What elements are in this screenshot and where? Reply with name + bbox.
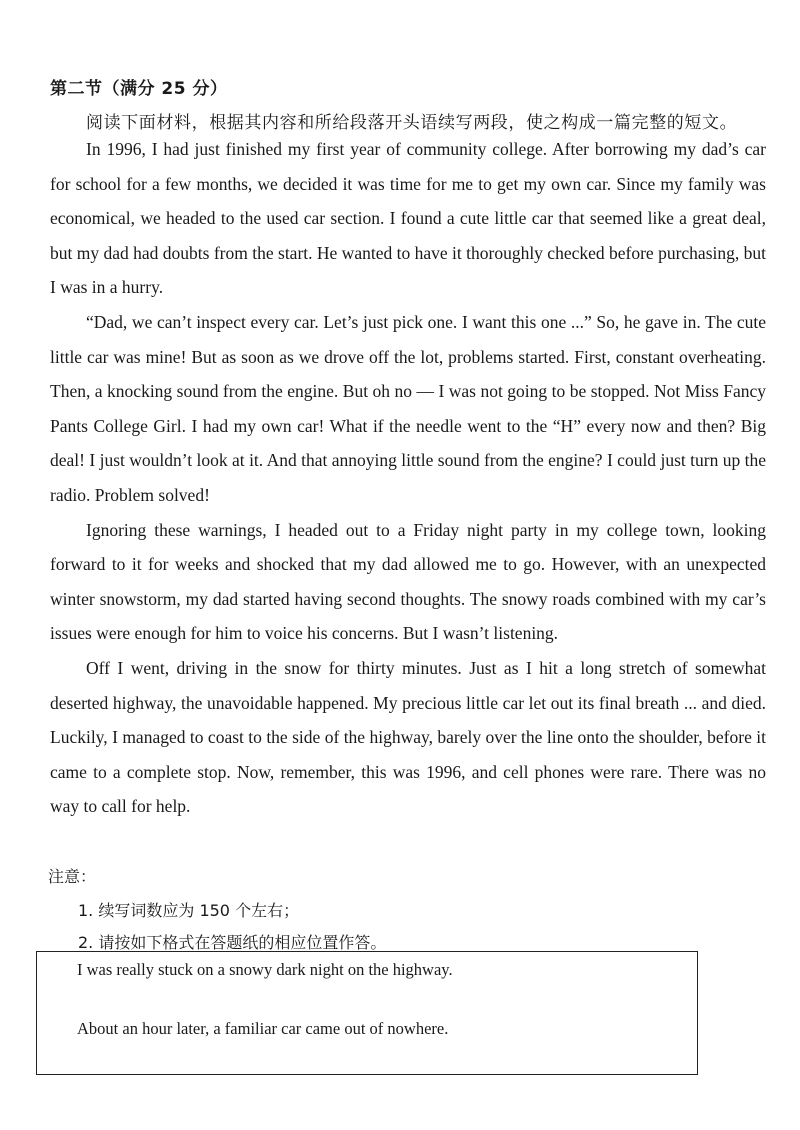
passage-paragraph: In 1996, I had just finished my first year of community college. After borrowing my dad’s car for school for a few months, we decided it was time for me to get my own car. Since my family was economical, we headed to the used car section. I found a cute little car that seemed like a great deal, but my dad had doubts from the start. He wanted to have it thoroughly checked before purchasing, but I was in a hurry.	[50, 139, 766, 298]
notes-heading: 注意：	[48, 867, 97, 886]
passage-paragraph: Ignoring these warnings, I headed out to a Friday night party in my college town, looking forward to it for weeks and shocked that my dad allowed me to go. However, with an unexpected winter snowstorm, my dad started having second thoughts. The snowy roads combined with my car’s issues were enough for him to voice his concerns. But I wasn’t listening.	[50, 519, 766, 644]
passage-paragraph: “Dad, we can’t inspect every car. Let’s just pick one. I want this one ...” So, he gave in. The cute little car was mine! But as soon as we drove off the lot, problems started. First, constant overheating. Then, a knocking sound from the engine. But oh no — I was not going to be stopped. Not Miss Fancy Pants College Girl. I had my own car! What if the needle went to the “H” every now and then? Big deal! I just wouldn’t look at it. And that annoying little sound from the engine? I could just turn up the radio. Problem solved!	[50, 311, 766, 505]
answer-opening-line-2: About an hour later, a familiar car came out of nowhere.	[77, 1019, 449, 1038]
section-instruction: 阅读下面材料，根据其内容和所给段落开头语续写两段，使之构成一篇完整的短文。	[86, 113, 738, 133]
passage-paragraph: Off I went, driving in the snow for thirty minutes. Just as I hit a long stretch of somewhat deserted highway, the unavoidable happened. My precious little car let out its final breath ... and died. Luckily, I managed to coast to the side of the highway, barely over the line onto the shoulder, before it came to a complete stop. Now, remember, this was 1996, and cell phones were rare. There was no way to call for help.	[50, 657, 766, 817]
note-item-word-count: 1. 续写词数应为 150 个左右；	[78, 901, 300, 920]
note-item-answer-format: 2. 请按如下格式在答题纸的相应位置作答。	[78, 933, 387, 952]
reading-passage	[50, 132, 766, 824]
answer-opening-line-1: I was really stuck on a snowy dark night on the highway.	[77, 960, 453, 979]
answer-box	[36, 951, 698, 1075]
section-title: 第二节（满分 25 分）	[50, 79, 228, 99]
